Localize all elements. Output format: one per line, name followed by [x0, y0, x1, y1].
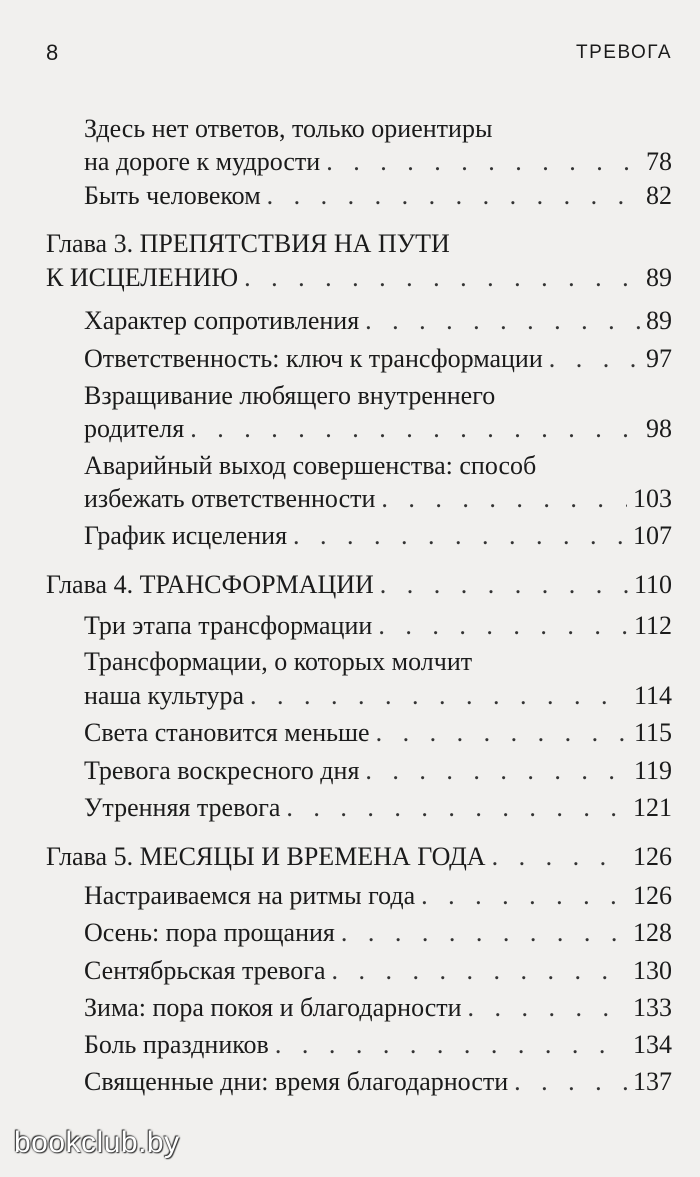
watermark: bookclub.by [14, 1126, 180, 1159]
leader-dots [421, 877, 627, 915]
toc-entry [84, 952, 672, 990]
toc-entry-page: 107 [633, 521, 672, 550]
toc-entry-page: 115 [633, 718, 672, 747]
leader-dots [380, 566, 628, 604]
toc-entry-page: 98 [646, 414, 672, 443]
toc-entry [84, 714, 672, 752]
toc-chapter-page: 110 [633, 570, 672, 599]
toc-entry-title: Быть человеком [84, 181, 261, 210]
leader-dots [365, 752, 628, 790]
toc-entry [84, 480, 672, 518]
toc-entry [84, 877, 672, 915]
toc-entry [84, 914, 672, 952]
leader-dots [365, 302, 640, 340]
leader-dots [378, 607, 628, 645]
leader-dots [286, 789, 627, 827]
toc-entry-title: на дороге к мудрости [84, 147, 321, 176]
leader-dots [190, 410, 640, 448]
leader-dots [331, 952, 627, 990]
toc-entry-page: 112 [633, 611, 672, 640]
toc-entry-page: 126 [633, 881, 672, 910]
toc-entry [84, 789, 672, 827]
page-number: 8 [46, 40, 59, 65]
toc-entry-title: Характер сопротивления [84, 306, 360, 335]
toc-entry-title: Здесь нет ответов, только ориентиры [84, 114, 493, 143]
toc-entry-title: Сентябрьская тревога [84, 956, 326, 985]
toc-entry-title: Боль праздников [84, 1030, 269, 1059]
toc-entry [84, 302, 672, 340]
toc-chapter [46, 566, 672, 604]
leader-dots [468, 989, 627, 1027]
leader-dots [549, 340, 640, 378]
running-title: ТРЕВОГА [576, 42, 672, 63]
toc-entry-page: 103 [633, 484, 672, 513]
toc-entry-title: Три этапа трансформации [84, 611, 373, 640]
toc-entry-title: избежать ответственности [84, 484, 376, 513]
toc-entry [84, 677, 672, 715]
toc-entry-title: Тревога воскресного дня [84, 756, 360, 785]
leader-dots [293, 517, 627, 555]
toc-chapter [46, 838, 672, 876]
toc-entry [84, 143, 672, 181]
toc-entry-page: 82 [646, 181, 672, 210]
toc-entry-title: Осень: пора прощания [84, 918, 335, 947]
toc-entry-page: 121 [633, 793, 672, 822]
toc-entry-title: Священные дни: время благодарности [84, 1067, 509, 1096]
toc-entry-page: 78 [646, 147, 672, 176]
page-header [0, 40, 700, 70]
leader-dots [244, 259, 640, 297]
toc-entry-title: Ответственность: ключ к трансформации [84, 344, 543, 373]
toc-entry-title: родителя [84, 414, 185, 443]
toc-entry [84, 410, 672, 448]
toc-chapter-title: Глава 4. ТРАНСФОРМАЦИИ [46, 570, 374, 599]
toc-entry-page: 134 [633, 1030, 672, 1059]
toc-entry-title: Света становится меньше [84, 718, 370, 747]
toc-chapter-page: 126 [633, 842, 672, 871]
toc-entry-page: 114 [633, 681, 672, 710]
toc-entry [84, 643, 672, 681]
toc-entry [84, 607, 672, 645]
toc-chapter-title: Глава 3. ПРЕПЯТСТВИЯ НА ПУТИ [46, 229, 450, 258]
toc-chapter [46, 259, 672, 297]
toc-chapter-page: 89 [646, 263, 672, 292]
leader-dots [381, 480, 627, 518]
toc-chapter-title: Глава 5. МЕСЯЦЫ И ВРЕМЕНА ГОДА [46, 842, 486, 871]
toc-entry-page: 137 [633, 1067, 672, 1096]
toc-chapter-title: К ИСЦЕЛЕНИЮ [46, 263, 239, 292]
toc-entry-page: 119 [633, 756, 672, 785]
leader-dots [341, 914, 627, 952]
toc-entry [84, 989, 672, 1027]
toc-entry [84, 1026, 672, 1064]
leader-dots [326, 143, 640, 181]
toc-entry [84, 517, 672, 555]
leader-dots [275, 1026, 627, 1064]
leader-dots [376, 714, 628, 752]
toc-entry-page: 89 [646, 306, 672, 335]
toc-entry [84, 340, 672, 378]
toc-entry-title: Настраиваемся на ритмы года [84, 881, 416, 910]
leader-dots [514, 1063, 627, 1101]
toc-entry [84, 752, 672, 790]
toc-entry-title: наша культура [84, 681, 245, 710]
toc-entry-title: Взращивание любящего внутреннего [84, 381, 496, 410]
toc-entry-title: Трансформации, о которых молчит [84, 647, 473, 676]
leader-dots [492, 838, 627, 876]
toc-entry-title: Зима: пора покоя и благодарности [84, 993, 462, 1022]
toc-chapter [46, 225, 672, 263]
toc-entry [84, 177, 672, 215]
toc-entry-page: 97 [646, 344, 672, 373]
toc-entry-page: 133 [633, 993, 672, 1022]
leader-dots [267, 177, 640, 215]
toc-entry-page: 128 [633, 918, 672, 947]
toc-entry-title: Аварийный выход совершенства: способ [84, 451, 537, 480]
toc-entry-title: Утренняя тревога [84, 793, 281, 822]
toc-entry-page: 130 [633, 956, 672, 985]
leader-dots [250, 677, 628, 715]
toc-entry-title: График исцеления [84, 521, 288, 550]
toc-entry [84, 1063, 672, 1101]
